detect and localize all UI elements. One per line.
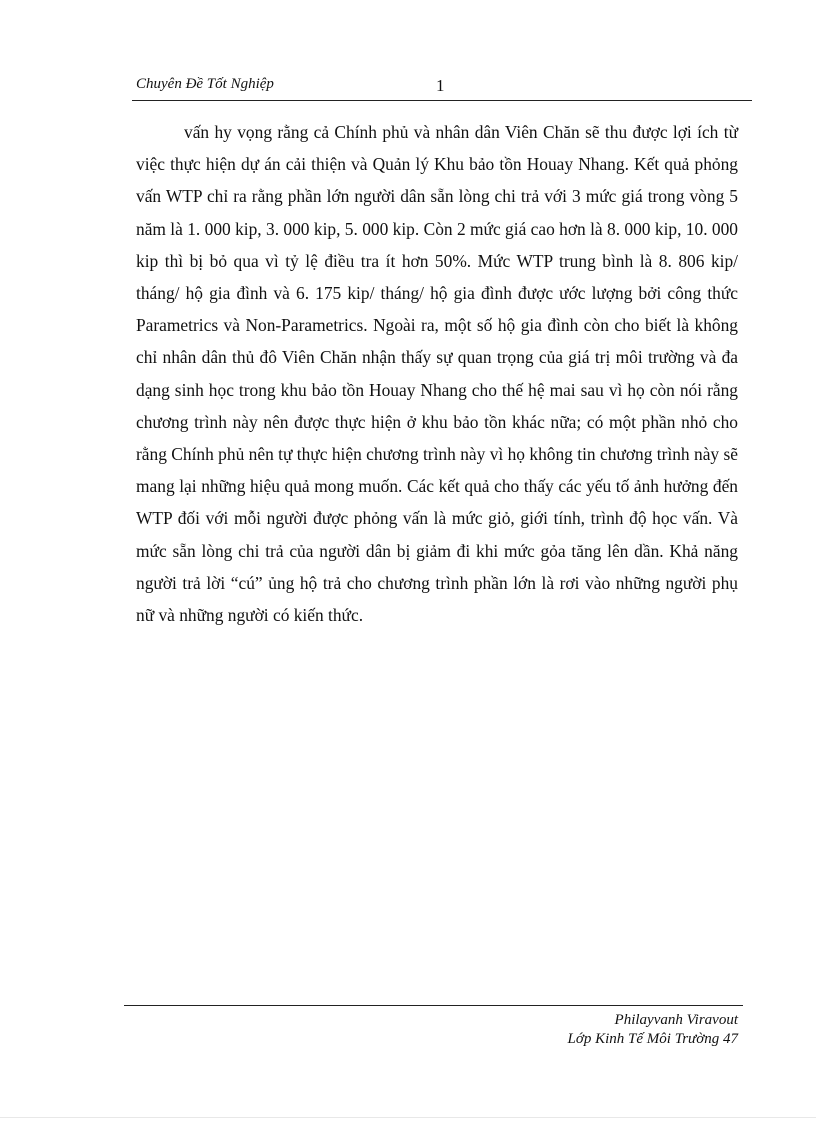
- running-header-title: Chuyên Đề Tốt Nghiệp: [136, 76, 274, 92]
- page-bottom-edge: [0, 1117, 816, 1118]
- footer-divider: [124, 1005, 743, 1006]
- body-paragraph: vấn hy vọng rằng cả Chính phủ và nhân dân Viên Chăn sẽ thu được lợi ích từ việc thực hiện dự án cải thiện và Quản lý Khu bảo tồn Houay Nhang. Kết quả phỏng vấn WTP chỉ ra rằng phần lớn người dân sẵn lòng chi trả với 3 mức giá trong vòng 5 năm là 1. 000 kip, 3. 000 kip, 5. 000 kip. Còn 2 mức giá cao hơn là 8. 000 kip, 10. 000 kip thì bị bỏ qua vì tỷ lệ điều tra ít hơn 50%. Mức WTP trung bình là 8. 806 kip/ tháng/ hộ gia đình và 6. 175 kip/ tháng/ hộ gia đình được ước lượng bởi công thức Parametrics và Non-Parametrics. Ngoài ra, một số hộ gia đình còn cho biết là không chỉ nhân dân thủ đô Viên Chăn nhận thấy sự quan trọng của giá trị môi trường và đa dạng sinh học trong khu bảo tồn Houay Nhang cho thế hệ mai sau vì họ còn nói rằng chương trình này nên được thực hiện ở khu bảo tồn khác nữa; có một phần nhỏ cho rằng Chính phủ nên tự thực hiện chương trình này vì họ không tin chương trình này sẽ mang lại những hiệu quả mong muốn. Các kết quả cho thấy các yếu tố ảnh hưởng đến WTP đối với mỗi người được phỏng vấn là mức giỏ, giới tính, trình độ học vấn. Và mức sẵn lòng chi trả của người dân bị giảm đi khi mức gỏa tăng lên dần. Khả năng người trả lời “cú” ủng hộ trả cho chương trình phần lớn là rơi vào những người phụ nữ và những người có kiến thức.: [136, 122, 738, 626]
- page-number: 1: [436, 76, 445, 95]
- header-divider: [132, 100, 752, 101]
- footer-author: Philayvanh Viravout: [614, 1012, 738, 1028]
- footer-class-name: Lớp Kinh Tế Môi Trường 47: [567, 1031, 738, 1047]
